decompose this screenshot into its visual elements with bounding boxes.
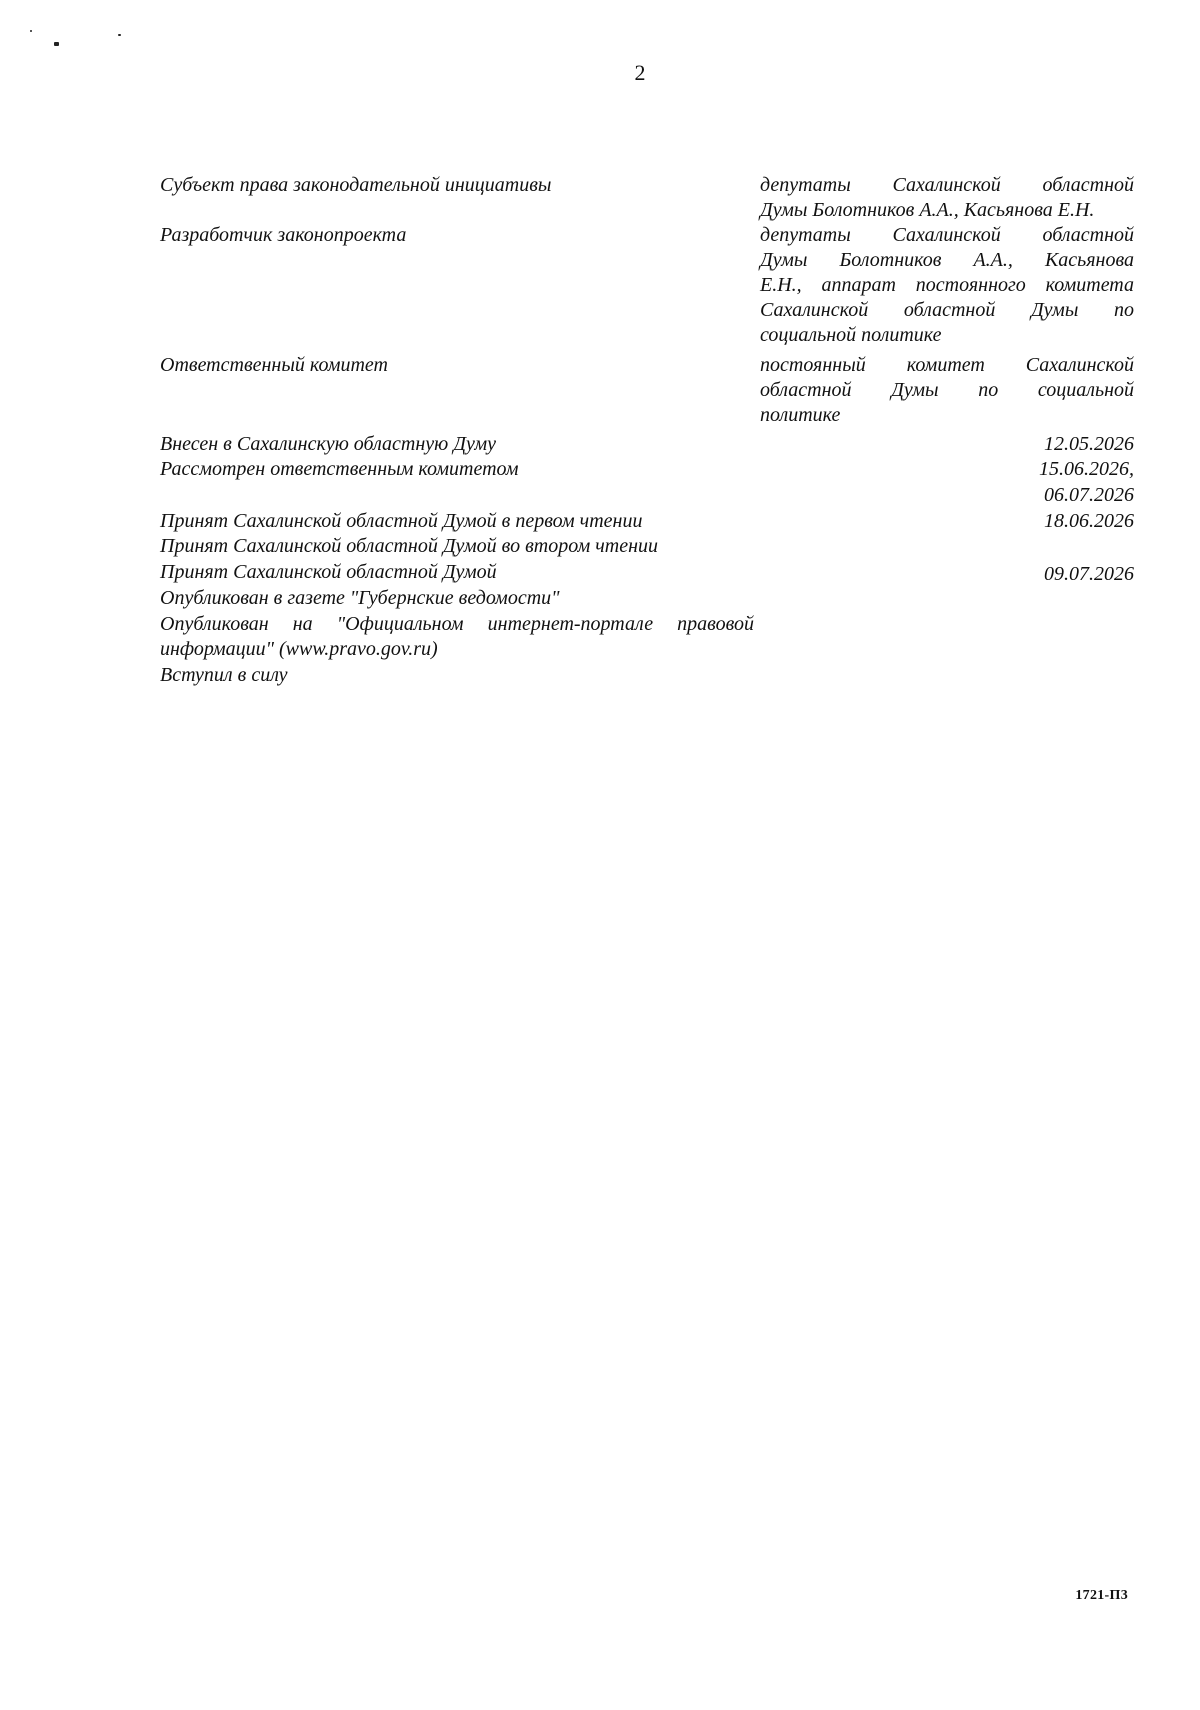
published-portal-label [160,612,754,662]
reviewed-label: Рассмотрен ответственным комитетом [160,458,519,480]
first-reading-label: Принят Сахалинской областной Думой в первом чтении [160,510,643,532]
published-portal-label-line: Опубликован на "Официальном интернет-портале правовой [160,613,754,635]
adopted-date: 09.07.2026 [1044,563,1134,585]
committee-value [760,353,1134,428]
scan-speck [118,34,121,36]
subject-label: Субъект права законодательной инициативы [160,174,552,196]
developer-value-line: Думы Болотников А.А., Касьянова [760,249,1134,271]
developer-value [760,223,1134,348]
committee-value-line: постоянный комитет Сахалинской [760,354,1134,376]
scan-speck [54,42,59,46]
subject-value [760,173,1134,223]
reviewed-date-1: 15.06.2026, [1039,458,1134,480]
developer-value-line: Сахалинской областной Думы по [760,299,1134,321]
developer-value-line: социальной политике [760,324,942,346]
developer-value-line: депутаты Сахалинской областной [760,224,1134,246]
reviewed-date-2: 06.07.2026 [1044,484,1134,506]
document-code: 1721-П3 [1075,1588,1128,1603]
subject-value-line: депутаты Сахалинской областной [760,174,1134,196]
submitted-date: 12.05.2026 [1044,433,1134,455]
committee-value-line: областной Думы по социальной [760,379,1134,401]
second-reading-label: Принят Сахалинской областной Думой во втором чтении [160,535,659,557]
page-number: 2 [634,60,646,85]
published-newspaper-label: Опубликован в газете "Губернские ведомости" [160,587,560,609]
scan-speck [30,30,32,32]
submitted-label: Внесен в Сахалинскую областную Думу [160,433,497,455]
adopted-label: Принят Сахалинской областной Думой [160,561,497,583]
committee-value-line: политике [760,404,841,426]
subject-value-line: Думы Болотников А.А., Касьянова Е.Н. [760,199,1095,221]
developer-value-line: Е.Н., аппарат постоянного комитета [760,274,1134,296]
published-portal-label-line: информации" (www.pravo.gov.ru) [160,638,438,660]
in-force-label: Вступил в силу [160,664,288,686]
committee-label: Ответственный комитет [160,354,388,376]
developer-label: Разработчик законопроекта [160,224,407,246]
first-reading-date: 18.06.2026 [1044,510,1134,532]
